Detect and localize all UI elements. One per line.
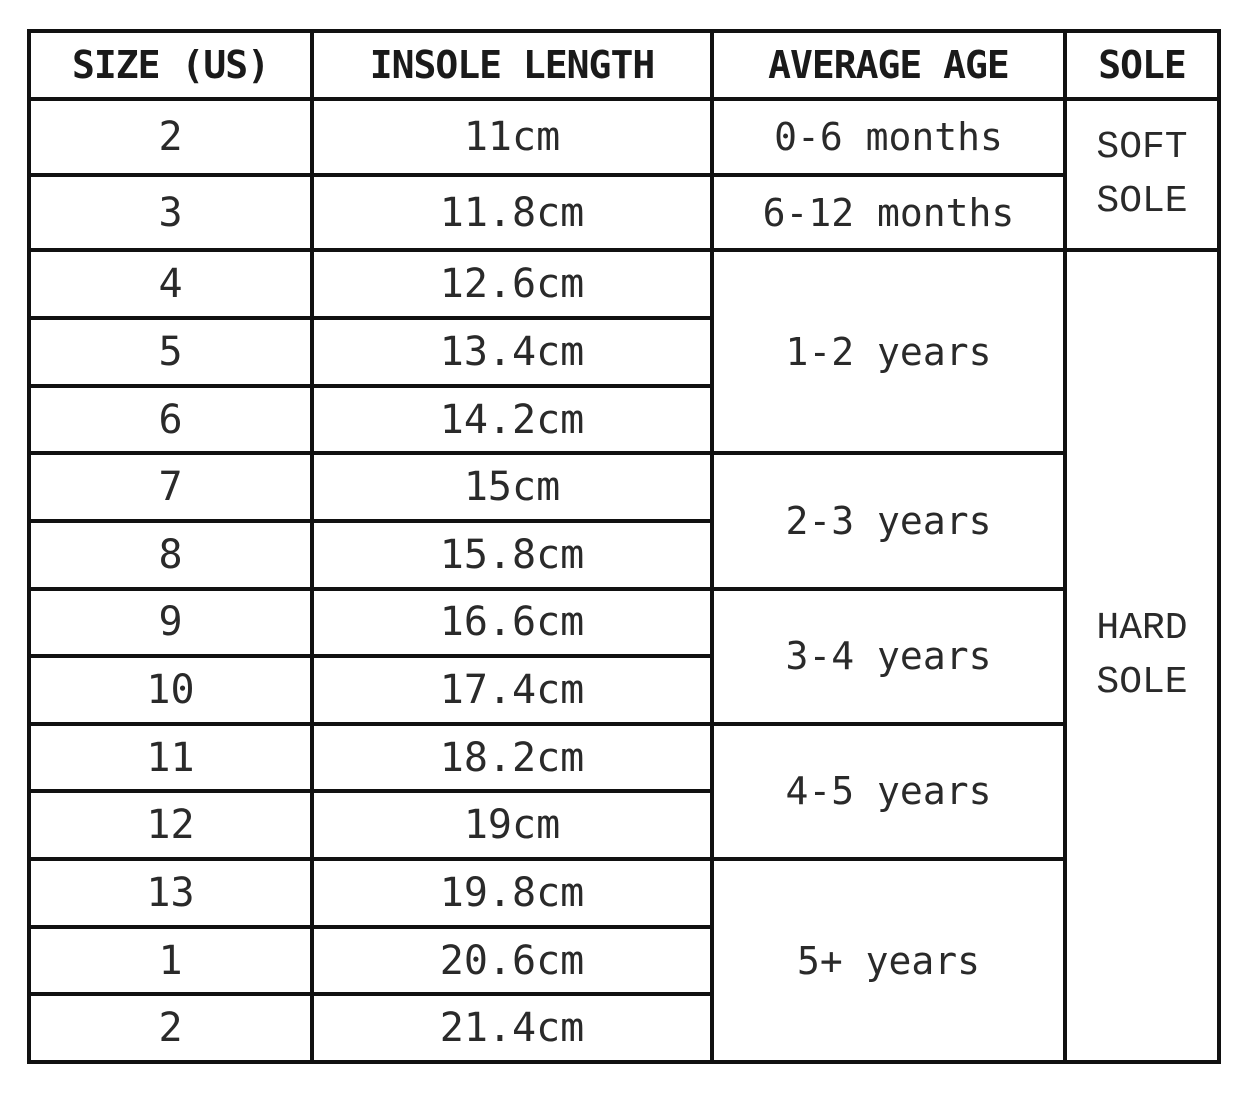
size-cell: 4 bbox=[29, 250, 312, 318]
age-cell: 5+ years bbox=[712, 859, 1065, 1062]
insole-cell: 20.6cm bbox=[312, 927, 712, 995]
age-cell: 2-3 years bbox=[712, 453, 1065, 588]
table-row bbox=[29, 724, 1219, 792]
age-cell: 1-2 years bbox=[712, 250, 1065, 453]
insole-cell: 17.4cm bbox=[312, 656, 712, 724]
header-row bbox=[29, 31, 1219, 99]
header-size: SIZE (US) bbox=[29, 31, 312, 99]
insole-cell: 21.4cm bbox=[312, 994, 712, 1062]
size-cell: 2 bbox=[29, 99, 312, 175]
size-cell: 11 bbox=[29, 724, 312, 792]
size-cell: 5 bbox=[29, 318, 312, 386]
insole-cell: 11cm bbox=[312, 99, 712, 175]
table-body bbox=[29, 99, 1219, 1062]
size-cell: 3 bbox=[29, 175, 312, 251]
sole-cell-hard bbox=[1065, 250, 1219, 1062]
size-cell: 12 bbox=[29, 791, 312, 859]
size-cell: 10 bbox=[29, 656, 312, 724]
header-average-age: AVERAGE AGE bbox=[712, 31, 1065, 99]
size-cell: 13 bbox=[29, 859, 312, 927]
insole-cell: 15cm bbox=[312, 453, 712, 521]
insole-cell: 19cm bbox=[312, 791, 712, 859]
size-cell: 7 bbox=[29, 453, 312, 521]
size-cell: 6 bbox=[29, 386, 312, 454]
table-header bbox=[29, 31, 1219, 99]
table-row bbox=[29, 859, 1219, 927]
insole-cell: 14.2cm bbox=[312, 386, 712, 454]
insole-cell: 12.6cm bbox=[312, 250, 712, 318]
sole-label-line: SOLE bbox=[1096, 179, 1188, 223]
insole-cell: 13.4cm bbox=[312, 318, 712, 386]
age-cell: 4-5 years bbox=[712, 724, 1065, 859]
size-cell: 2 bbox=[29, 994, 312, 1062]
header-insole-length: INSOLE LENGTH bbox=[312, 31, 712, 99]
size-cell: 1 bbox=[29, 927, 312, 995]
sole-label-line: SOLE bbox=[1096, 661, 1188, 705]
table-row bbox=[29, 589, 1219, 657]
insole-cell: 15.8cm bbox=[312, 521, 712, 589]
header-sole: SOLE bbox=[1065, 31, 1219, 99]
size-cell: 8 bbox=[29, 521, 312, 589]
table-row bbox=[29, 175, 1219, 251]
insole-cell: 11.8cm bbox=[312, 175, 712, 251]
insole-cell: 18.2cm bbox=[312, 724, 712, 792]
insole-cell: 16.6cm bbox=[312, 589, 712, 657]
sole-label-line: HARD bbox=[1096, 607, 1188, 651]
age-cell: 3-4 years bbox=[712, 589, 1065, 724]
size-chart-table bbox=[27, 29, 1221, 1064]
age-cell: 6-12 months bbox=[712, 175, 1065, 251]
table-row bbox=[29, 250, 1219, 318]
insole-cell: 19.8cm bbox=[312, 859, 712, 927]
sole-label-line: SOFT bbox=[1096, 125, 1188, 169]
sole-cell-soft bbox=[1065, 99, 1219, 250]
table-row bbox=[29, 453, 1219, 521]
table-row bbox=[29, 99, 1219, 175]
age-cell: 0-6 months bbox=[712, 99, 1065, 175]
size-cell: 9 bbox=[29, 589, 312, 657]
